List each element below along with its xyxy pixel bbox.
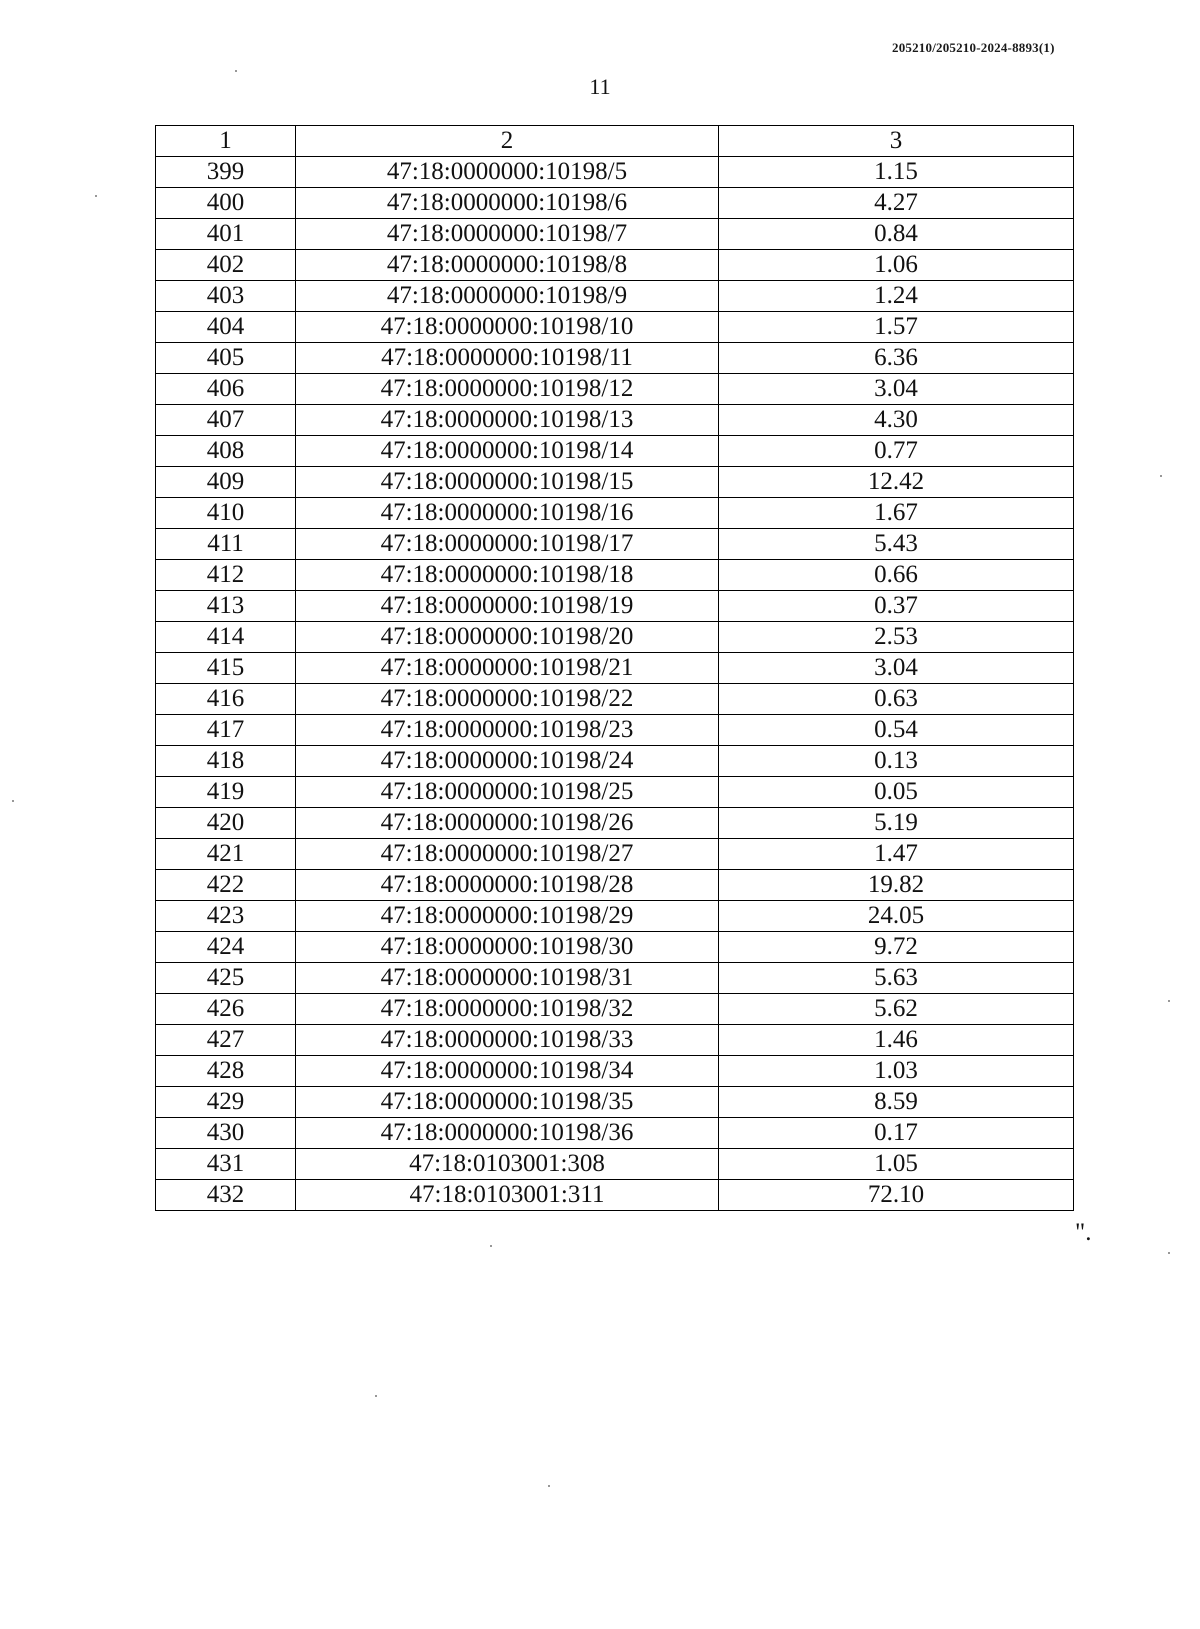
- document-id: 205210/205210-2024-8893(1): [892, 40, 1055, 55]
- scan-speck: [95, 195, 97, 197]
- row-number-cell: 420: [156, 808, 296, 839]
- table-row: [156, 498, 1074, 529]
- row-number-cell: 426: [156, 994, 296, 1025]
- table-row: [156, 343, 1074, 374]
- cadastral-number-cell: 47:18:0000000:10198/35: [296, 1087, 719, 1118]
- area-value-cell: 24.05: [719, 901, 1074, 932]
- cadastral-table: [155, 125, 1074, 1211]
- table-row: [156, 560, 1074, 591]
- cadastral-number-cell: 47:18:0103001:311: [296, 1180, 719, 1211]
- scan-speck: [1168, 1000, 1170, 1002]
- row-number-cell: 399: [156, 157, 296, 188]
- cadastral-number-cell: 47:18:0000000:10198/16: [296, 498, 719, 529]
- area-value-cell: 72.10: [719, 1180, 1074, 1211]
- area-value-cell: 0.77: [719, 436, 1074, 467]
- area-value-cell: 1.57: [719, 312, 1074, 343]
- row-number-cell: 411: [156, 529, 296, 560]
- table-row: [156, 901, 1074, 932]
- table-row: [156, 963, 1074, 994]
- column-header: 2: [296, 126, 719, 157]
- table-row: [156, 591, 1074, 622]
- row-number-cell: 429: [156, 1087, 296, 1118]
- row-number-cell: 419: [156, 777, 296, 808]
- cadastral-number-cell: 47:18:0000000:10198/18: [296, 560, 719, 591]
- table-row: [156, 653, 1074, 684]
- row-number-cell: 423: [156, 901, 296, 932]
- table-row: [156, 684, 1074, 715]
- row-number-cell: 415: [156, 653, 296, 684]
- cadastral-number-cell: 47:18:0000000:10198/34: [296, 1056, 719, 1087]
- cadastral-number-cell: 47:18:0000000:10198/9: [296, 281, 719, 312]
- table-row: [156, 1025, 1074, 1056]
- row-number-cell: 401: [156, 219, 296, 250]
- cadastral-number-cell: 47:18:0000000:10198/12: [296, 374, 719, 405]
- table-row: [156, 746, 1074, 777]
- table-row: [156, 188, 1074, 219]
- closing-quote-mark: ".: [1075, 1219, 1092, 1246]
- cadastral-number-cell: 47:18:0000000:10198/24: [296, 746, 719, 777]
- cadastral-number-cell: 47:18:0103001:308: [296, 1149, 719, 1180]
- row-number-cell: 432: [156, 1180, 296, 1211]
- row-number-cell: 417: [156, 715, 296, 746]
- cadastral-number-cell: 47:18:0000000:10198/20: [296, 622, 719, 653]
- table-row: [156, 622, 1074, 653]
- row-number-cell: 422: [156, 870, 296, 901]
- scan-speck: [12, 800, 14, 802]
- table-row: [156, 374, 1074, 405]
- cadastral-number-cell: 47:18:0000000:10198/19: [296, 591, 719, 622]
- area-value-cell: 0.05: [719, 777, 1074, 808]
- row-number-cell: 413: [156, 591, 296, 622]
- area-value-cell: 6.36: [719, 343, 1074, 374]
- cadastral-number-cell: 47:18:0000000:10198/8: [296, 250, 719, 281]
- table-row: [156, 1180, 1074, 1211]
- row-number-cell: 428: [156, 1056, 296, 1087]
- row-number-cell: 412: [156, 560, 296, 591]
- row-number-cell: 424: [156, 932, 296, 963]
- cadastral-number-cell: 47:18:0000000:10198/27: [296, 839, 719, 870]
- cadastral-number-cell: 47:18:0000000:10198/13: [296, 405, 719, 436]
- area-value-cell: 19.82: [719, 870, 1074, 901]
- page-number: 11: [589, 74, 611, 99]
- row-number-cell: 416: [156, 684, 296, 715]
- cadastral-number-cell: 47:18:0000000:10198/32: [296, 994, 719, 1025]
- column-header: 1: [156, 126, 296, 157]
- scan-speck: [375, 1395, 377, 1397]
- table-row: [156, 808, 1074, 839]
- table-row: [156, 405, 1074, 436]
- row-number-cell: 406: [156, 374, 296, 405]
- table-row: [156, 157, 1074, 188]
- area-value-cell: 5.62: [719, 994, 1074, 1025]
- row-number-cell: 431: [156, 1149, 296, 1180]
- table-row: [156, 1149, 1074, 1180]
- table-row: [156, 839, 1074, 870]
- row-number-cell: 418: [156, 746, 296, 777]
- row-number-cell: 414: [156, 622, 296, 653]
- cadastral-number-cell: 47:18:0000000:10198/29: [296, 901, 719, 932]
- area-value-cell: 0.54: [719, 715, 1074, 746]
- column-header: 3: [719, 126, 1074, 157]
- area-value-cell: 1.24: [719, 281, 1074, 312]
- cadastral-number-cell: 47:18:0000000:10198/33: [296, 1025, 719, 1056]
- row-number-cell: 430: [156, 1118, 296, 1149]
- row-number-cell: 407: [156, 405, 296, 436]
- cadastral-number-cell: 47:18:0000000:10198/23: [296, 715, 719, 746]
- cadastral-number-cell: 47:18:0000000:10198/17: [296, 529, 719, 560]
- area-value-cell: 1.06: [719, 250, 1074, 281]
- table-row: [156, 1087, 1074, 1118]
- area-value-cell: 0.66: [719, 560, 1074, 591]
- table-row: [156, 777, 1074, 808]
- table-row: [156, 467, 1074, 498]
- area-value-cell: 1.47: [719, 839, 1074, 870]
- row-number-cell: 402: [156, 250, 296, 281]
- scan-speck: [490, 1245, 492, 1247]
- table-row: [156, 312, 1074, 343]
- scan-speck: [1168, 1252, 1170, 1254]
- row-number-cell: 427: [156, 1025, 296, 1056]
- table-row: [156, 250, 1074, 281]
- area-value-cell: 0.37: [719, 591, 1074, 622]
- cadastral-number-cell: 47:18:0000000:10198/7: [296, 219, 719, 250]
- table-row: [156, 932, 1074, 963]
- table-body: [156, 126, 1074, 1211]
- area-value-cell: 3.04: [719, 653, 1074, 684]
- area-value-cell: 12.42: [719, 467, 1074, 498]
- cadastral-number-cell: 47:18:0000000:10198/31: [296, 963, 719, 994]
- area-value-cell: 5.63: [719, 963, 1074, 994]
- table-row: [156, 1056, 1074, 1087]
- cadastral-number-cell: 47:18:0000000:10198/10: [296, 312, 719, 343]
- scan-speck: [1160, 475, 1162, 477]
- cadastral-number-cell: 47:18:0000000:10198/36: [296, 1118, 719, 1149]
- table-row: [156, 1118, 1074, 1149]
- area-value-cell: 9.72: [719, 932, 1074, 963]
- area-value-cell: 4.30: [719, 405, 1074, 436]
- area-value-cell: 0.84: [719, 219, 1074, 250]
- table-row: [156, 219, 1074, 250]
- cadastral-number-cell: 47:18:0000000:10198/15: [296, 467, 719, 498]
- area-value-cell: 4.27: [719, 188, 1074, 219]
- cadastral-number-cell: 47:18:0000000:10198/30: [296, 932, 719, 963]
- row-number-cell: 410: [156, 498, 296, 529]
- area-value-cell: 8.59: [719, 1087, 1074, 1118]
- area-value-cell: 2.53: [719, 622, 1074, 653]
- cadastral-number-cell: 47:18:0000000:10198/28: [296, 870, 719, 901]
- cadastral-number-cell: 47:18:0000000:10198/26: [296, 808, 719, 839]
- scan-speck: [235, 70, 237, 72]
- scan-speck: [548, 1485, 550, 1487]
- row-number-cell: 405: [156, 343, 296, 374]
- table-row: [156, 529, 1074, 560]
- area-value-cell: 1.15: [719, 157, 1074, 188]
- area-value-cell: 1.67: [719, 498, 1074, 529]
- area-value-cell: 0.13: [719, 746, 1074, 777]
- cadastral-number-cell: 47:18:0000000:10198/25: [296, 777, 719, 808]
- table-header-row: [156, 126, 1074, 157]
- area-value-cell: 1.03: [719, 1056, 1074, 1087]
- cadastral-number-cell: 47:18:0000000:10198/5: [296, 157, 719, 188]
- cadastral-number-cell: 47:18:0000000:10198/21: [296, 653, 719, 684]
- table-row: [156, 994, 1074, 1025]
- cadastral-number-cell: 47:18:0000000:10198/11: [296, 343, 719, 374]
- area-value-cell: 3.04: [719, 374, 1074, 405]
- row-number-cell: 409: [156, 467, 296, 498]
- row-number-cell: 425: [156, 963, 296, 994]
- row-number-cell: 403: [156, 281, 296, 312]
- cadastral-number-cell: 47:18:0000000:10198/14: [296, 436, 719, 467]
- row-number-cell: 404: [156, 312, 296, 343]
- area-value-cell: 0.63: [719, 684, 1074, 715]
- table-row: [156, 281, 1074, 312]
- row-number-cell: 400: [156, 188, 296, 219]
- area-value-cell: 1.05: [719, 1149, 1074, 1180]
- cadastral-number-cell: 47:18:0000000:10198/6: [296, 188, 719, 219]
- area-value-cell: 5.43: [719, 529, 1074, 560]
- cadastral-number-cell: 47:18:0000000:10198/22: [296, 684, 719, 715]
- area-value-cell: 5.19: [719, 808, 1074, 839]
- table-row: [156, 436, 1074, 467]
- area-value-cell: 0.17: [719, 1118, 1074, 1149]
- area-value-cell: 1.46: [719, 1025, 1074, 1056]
- row-number-cell: 408: [156, 436, 296, 467]
- row-number-cell: 421: [156, 839, 296, 870]
- table-row: [156, 715, 1074, 746]
- table-row: [156, 870, 1074, 901]
